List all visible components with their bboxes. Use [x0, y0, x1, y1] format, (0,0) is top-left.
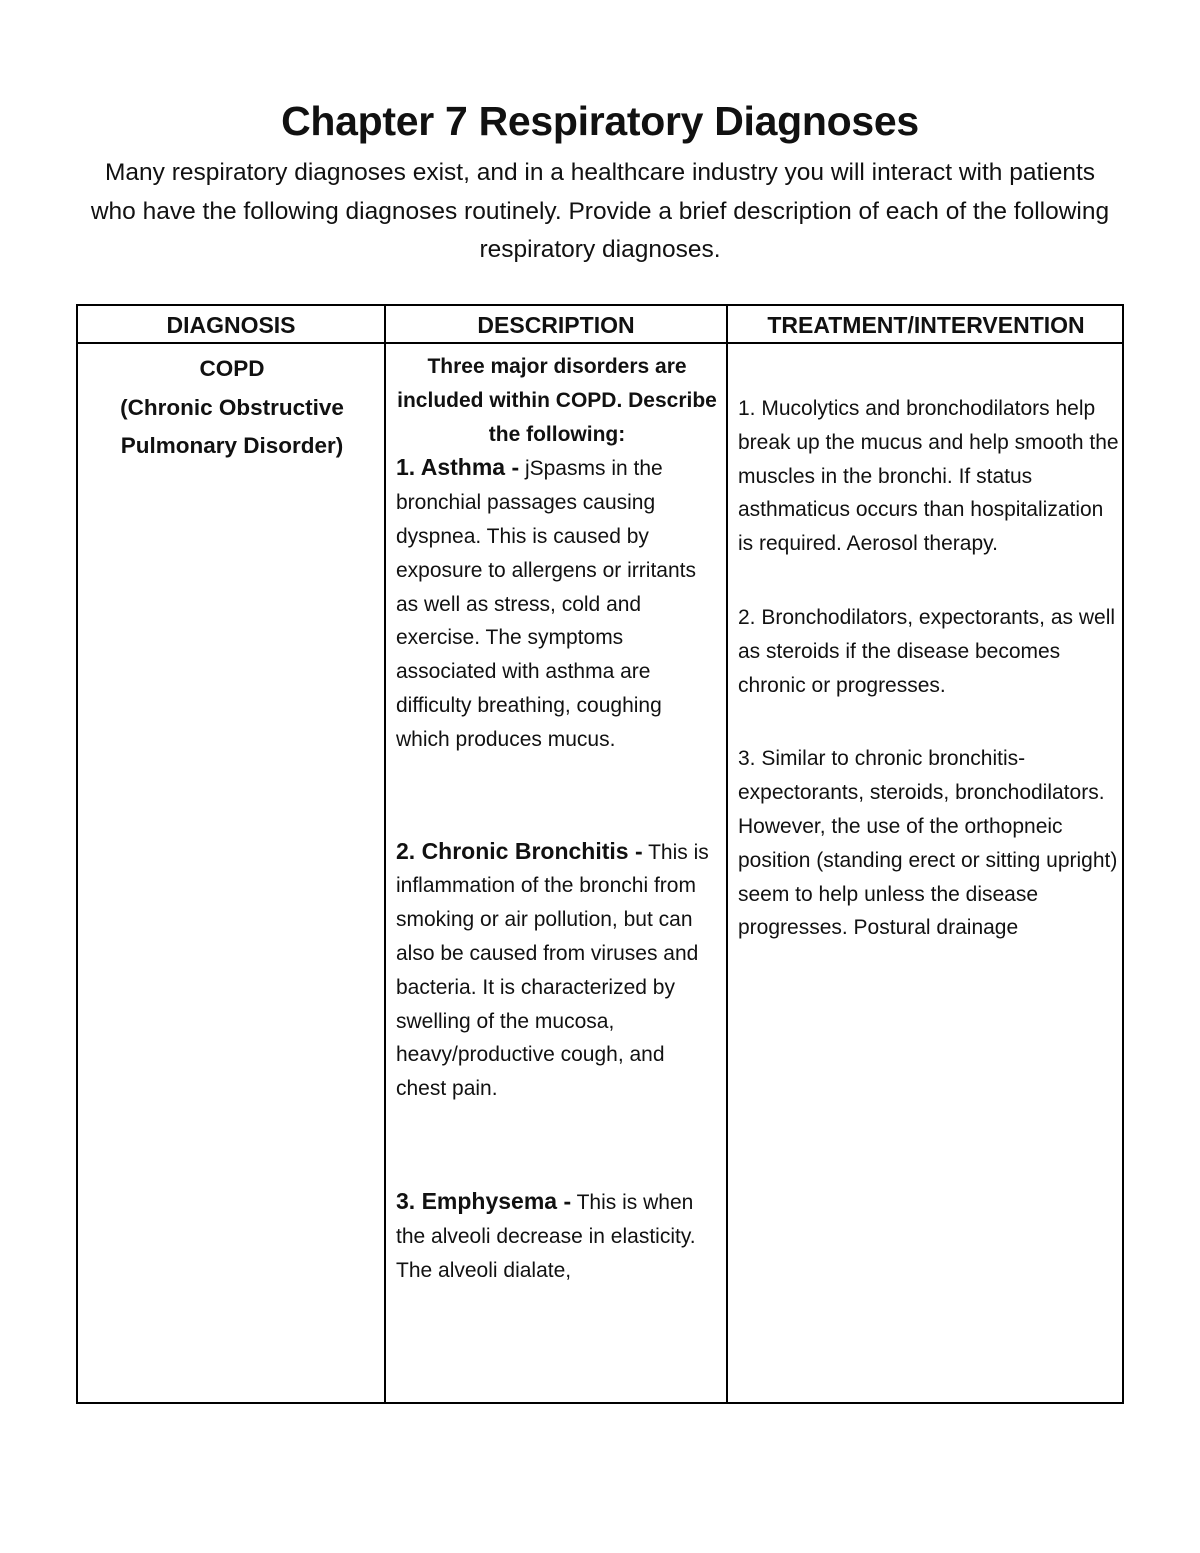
diagnosis-name: COPD — [199, 356, 265, 381]
diagnoses-table — [76, 304, 1124, 1404]
diagnosis-full-name: (Chronic Obstructive Pulmonary Disorder) — [120, 394, 344, 458]
item-label: 2. Chronic Bronchitis - — [396, 837, 643, 864]
treatment-item-1: 1. Mucolytics and bronchodilators help break up the mucus and help smooth the muscles in the bronchi. If status asthmaticus occurs than hospitalization is required. Aerosol therapy. — [738, 397, 1119, 556]
item-label: 1. Asthma - — [396, 454, 520, 481]
description-cell-clip — [386, 344, 726, 1402]
treatment-item-3: 3. Similar to chronic bronchitis- expectorants, steroids, bronchodilators. However, the use of the orthopneic position (standing erect or sitting upright) seem to help unless the disease progresses. Postural drainage — [738, 747, 1118, 940]
treatment-item-2: 2. Bronchodilators, expectorants, as well as steroids if the disease becomes chronic or progresses. — [738, 605, 1116, 697]
page-title: Chapter 7 Respiratory Diagnoses — [281, 98, 919, 144]
description-cell — [396, 350, 718, 1287]
header-diagnosis: DIAGNOSIS — [166, 312, 296, 338]
item-text: jSpasms in the bronchial passages causing dyspnea. This is caused by exposure to allergens or irritants as well as stress, cold and exercise. The symptoms associated with asthma are difficulty breathing, coughing which produces mucus. — [396, 457, 696, 751]
diagnosis-cell — [82, 350, 382, 466]
description-lead: Three major disorders are included within COPD. Describe the following: — [397, 355, 717, 446]
item-text: This is inflammation of the bronchi from smoking or air pollution, but can also be caused from viruses and bacteria. It is characterized by swelling of the mucosa, heavy/productive cough, and chest pain. — [396, 840, 709, 1101]
intro-paragraph: Many respiratory diagnoses exist, and in a healthcare industry you will interact with patients who have the following diagnoses routinely. Provide a brief description of each of the following respiratory diagnoses. — [90, 159, 1110, 263]
header-description: DESCRIPTION — [477, 312, 635, 338]
description-item-asthma — [396, 451, 718, 756]
header-treatment: TREATMENT/INTERVENTION — [767, 312, 1085, 338]
treatment-cell — [738, 392, 1122, 945]
column-divider — [726, 306, 728, 1402]
description-item-emphysema — [396, 1185, 718, 1287]
description-item-chronic-bronchitis — [396, 835, 718, 1106]
item-text: This is when the alveoli decrease in elasticity. The alveoli dialate, — [396, 1190, 696, 1282]
item-label: 3. Emphysema - — [396, 1187, 572, 1214]
